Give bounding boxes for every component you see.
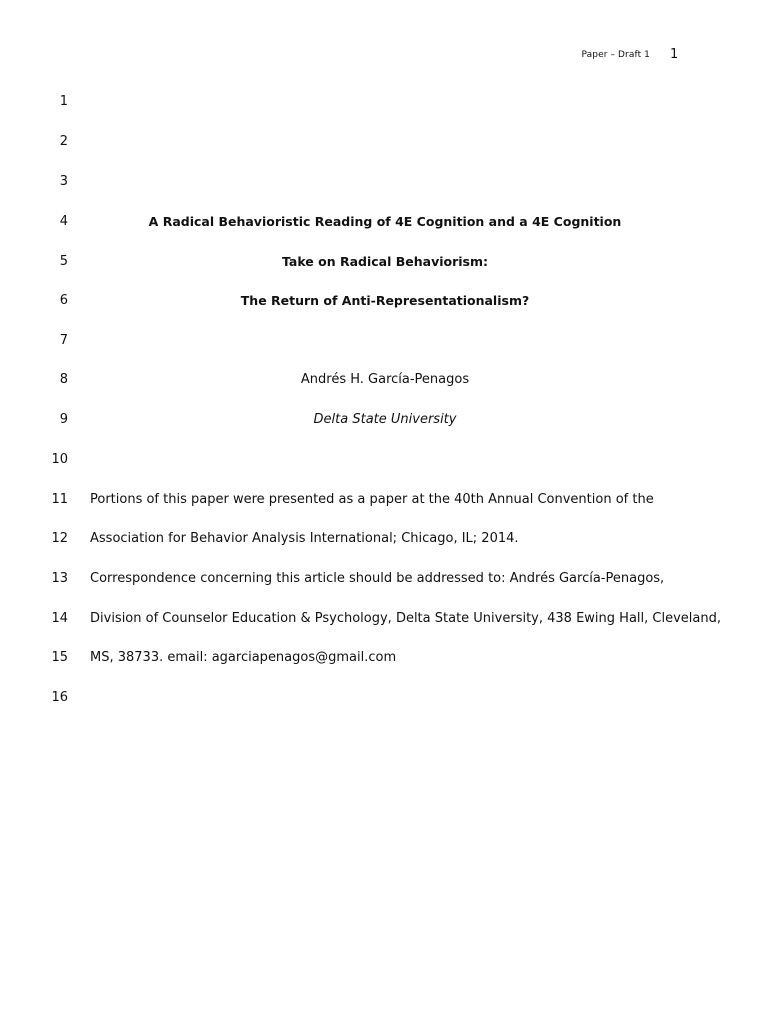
line-number: 8: [59, 372, 68, 387]
line-number: 3: [59, 174, 68, 189]
line-number: 9: [59, 412, 68, 427]
author-name: Andrés H. García-Penagos: [300, 372, 470, 387]
line-9: [0, 410, 768, 430]
paper-title-line-1: A Radical Behavioristic Reading of 4E Cognition and a 4E Cognition: [148, 214, 622, 229]
line-number: 14: [51, 611, 68, 626]
line-number: 15: [51, 650, 68, 665]
line-number: 1: [59, 94, 68, 109]
line-number: 7: [59, 333, 68, 348]
author-note-text: Portions of this paper were presented as a paper at the 40th Annual Convention of the: [90, 492, 654, 507]
line-6: [0, 291, 768, 311]
line-number: 4: [59, 214, 68, 229]
line-number: 12: [51, 531, 68, 546]
line-12: [0, 529, 768, 549]
line-number: 6: [59, 293, 68, 308]
line-14: [0, 609, 768, 629]
page-number: 1: [670, 47, 679, 62]
line-15: [0, 648, 768, 668]
line-13: [0, 569, 768, 589]
line-number: 2: [59, 134, 68, 149]
line-number: 10: [51, 452, 68, 467]
author-note-text: Association for Behavior Analysis International; Chicago, IL; 2014.: [90, 531, 519, 546]
line-number: 11: [51, 492, 68, 507]
author-affiliation: Delta State University: [313, 412, 457, 427]
line-5: [0, 252, 768, 272]
line-number: 16: [51, 690, 68, 705]
line-11: [0, 490, 768, 510]
line-2: [0, 132, 768, 152]
line-1: [0, 92, 768, 112]
line-7: [0, 331, 768, 351]
line-10: [0, 450, 768, 470]
line-number: 13: [51, 571, 68, 586]
paper-title-line-2: Take on Radical Behaviorism:: [281, 254, 489, 269]
line-number: 5: [59, 254, 68, 269]
line-16: [0, 688, 768, 708]
line-4: [0, 212, 768, 232]
line-8: [0, 370, 768, 390]
correspondence-text: MS, 38733. email: agarciapenagos@gmail.com: [90, 650, 397, 665]
running-head: Paper – Draft 1: [581, 50, 650, 60]
paper-subtitle: The Return of Anti-Representationalism?: [240, 293, 530, 308]
correspondence-text: Correspondence concerning this article should be addressed to: Andrés García-Penagos,: [90, 571, 665, 586]
line-3: [0, 172, 768, 192]
correspondence-text: Division of Counselor Education & Psychology, Delta State University, 438 Ewing Hall, Cleveland,: [90, 611, 721, 626]
